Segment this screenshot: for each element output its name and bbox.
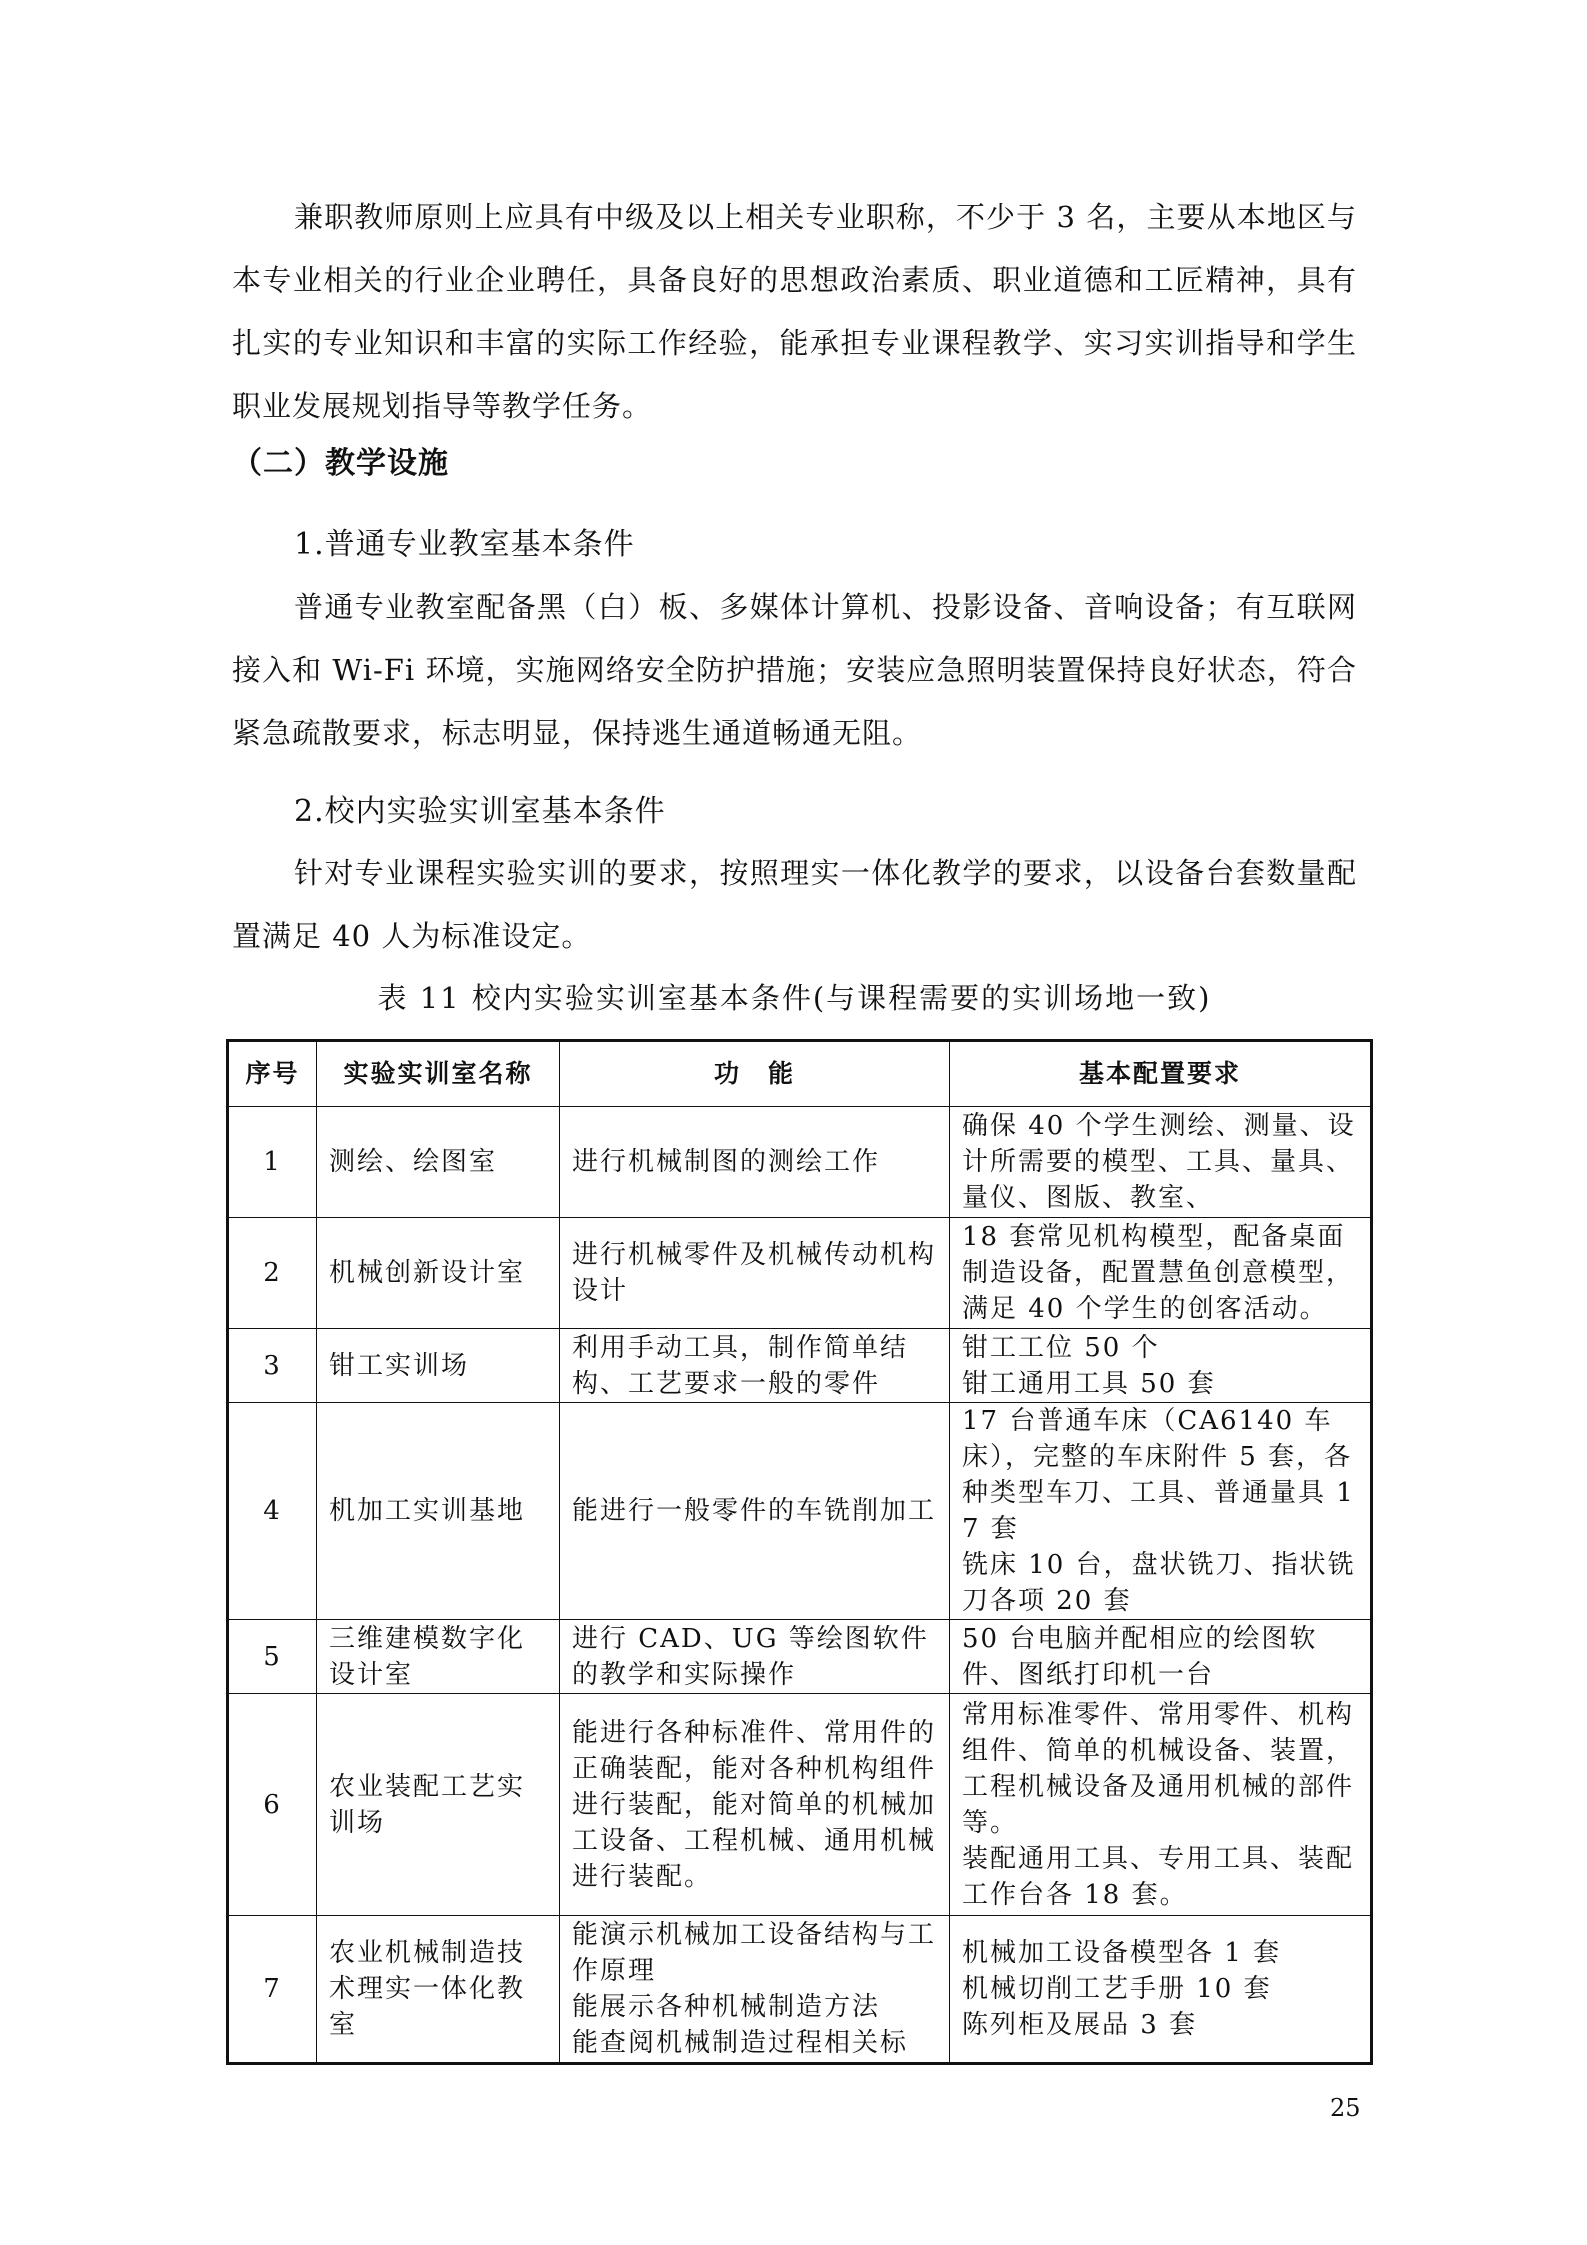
paragraph-ordinary-classroom: 普通专业教室配备黑（白）板、多媒体计算机、投影设备、音响设备；有互联网接入和 Wi-Fi 环境，实施网络安全防护措施；安装应急照明装置保持良好状态，符合紧急疏散要求，标志明显，保持逃生通道畅通无阻。 (232, 590, 1357, 750)
cell-config: 50 台电脑并配相应的绘图软件、图纸打印机一台 (950, 1620, 1372, 1694)
cell-room-name: 三维建模数字化设计室 (317, 1620, 560, 1694)
table-row (228, 1403, 1372, 1620)
cell-function: 进行 CAD、UG 等绘图软件的教学和实际操作 (560, 1620, 950, 1694)
cell-function: 进行机械零件及机械传动机构设计 (560, 1218, 950, 1329)
cell-function: 能演示机械加工设备结构与工作原理 能展示各种机械制造方法 能查阅机械制造过程相关标 (560, 1916, 950, 2064)
section-heading-teaching-facilities: （二）教学设施 (232, 446, 449, 481)
table-row (228, 1694, 1372, 1916)
cell-config: 18 套常见机构模型，配备桌面制造设备，配置慧鱼创意模型，满足 40 个学生的创客活动。 (950, 1218, 1372, 1329)
cell-room-name: 农业装配工艺实训场 (317, 1694, 560, 1916)
cell-config: 机械加工设备模型各 1 套 机械切削工艺手册 10 套 陈列柜及展品 3 套 (950, 1916, 1372, 2064)
cell-function: 能进行一般零件的车铣削加工 (560, 1403, 950, 1620)
table-row (228, 1218, 1372, 1329)
cell-function: 进行机械制图的测绘工作 (560, 1107, 950, 1218)
cell-room-name: 机加工实训基地 (317, 1403, 560, 1620)
cell-config: 常用标准零件、常用零件、机构组件、简单的机械设备、装置，工程机械设备及通用机械的部件等。 装配通用工具、专用工具、装配工作台各 18 套。 (950, 1694, 1372, 1916)
cell-room-name: 钳工实训场 (317, 1329, 560, 1403)
training-room-table (226, 1039, 1373, 2065)
cell-index: 6 (228, 1694, 317, 1916)
cell-room-name: 农业机械制造技术理实一体化教室 (317, 1916, 560, 2064)
cell-index: 1 (228, 1107, 317, 1218)
cell-config: 钳工工位 50 个 钳工通用工具 50 套 (950, 1329, 1372, 1403)
cell-function: 利用手动工具，制作简单结构、工艺要求一般的零件 (560, 1329, 950, 1403)
cell-index: 5 (228, 1620, 317, 1694)
cell-index: 2 (228, 1218, 317, 1329)
paragraph-training-room: 针对专业课程实验实训的要求，按照理实一体化教学的要求，以设备台套数量配置满足 40 人为标准设定。 (232, 856, 1357, 953)
header-config: 基本配置要求 (950, 1041, 1372, 1107)
cell-config: 17 台普通车床（CA6140 车床），完整的车床附件 5 套，各种类型车刀、工具、普通量具 17 套 铣床 10 台，盘状铣刀、指状铣刀各项 20 套 (950, 1403, 1372, 1620)
subheading-training-room: 2.校内实验实训室基本条件 (294, 794, 666, 829)
cell-room-name: 机械创新设计室 (317, 1218, 560, 1329)
cell-function: 能进行各种标准件、常用件的正确装配，能对各种机构组件进行装配，能对简单的机械加工设备、工程机械、通用机械进行装配。 (560, 1694, 950, 1916)
page-number: 25 (1330, 2094, 1361, 2122)
table-row (228, 1620, 1372, 1694)
cell-index: 3 (228, 1329, 317, 1403)
cell-index: 4 (228, 1403, 317, 1620)
cell-index: 7 (228, 1916, 317, 2064)
header-function: 功 能 (560, 1041, 950, 1107)
table-row (228, 1916, 1372, 2064)
header-room-name: 实验实训室名称 (317, 1041, 560, 1107)
subheading-ordinary-classroom: 1.普通专业教室基本条件 (294, 527, 635, 562)
table-row (228, 1107, 1372, 1218)
header-index: 序号 (228, 1041, 317, 1107)
paragraph-part-time-teachers: 兼职教师原则上应具有中级及以上相关专业职称，不少于 3 名，主要从本地区与本专业相关的行业企业聘任，具备良好的思想政治素质、职业道德和工匠精神，具有扎实的专业知识和丰富的实际工作经验，能承担专业课程教学、实习实训指导和学生职业发展规划指导等教学任务。 (232, 200, 1357, 423)
table-row (228, 1329, 1372, 1403)
table-caption: 表 11 校内实验实训室基本条件(与课程需要的实训场地一致) (377, 981, 1212, 1015)
cell-room-name: 测绘、绘图室 (317, 1107, 560, 1218)
table-header-row (228, 1041, 1372, 1107)
cell-config: 确保 40 个学生测绘、测量、设计所需要的模型、工具、量具、量仪、图版、教室、 (950, 1107, 1372, 1218)
